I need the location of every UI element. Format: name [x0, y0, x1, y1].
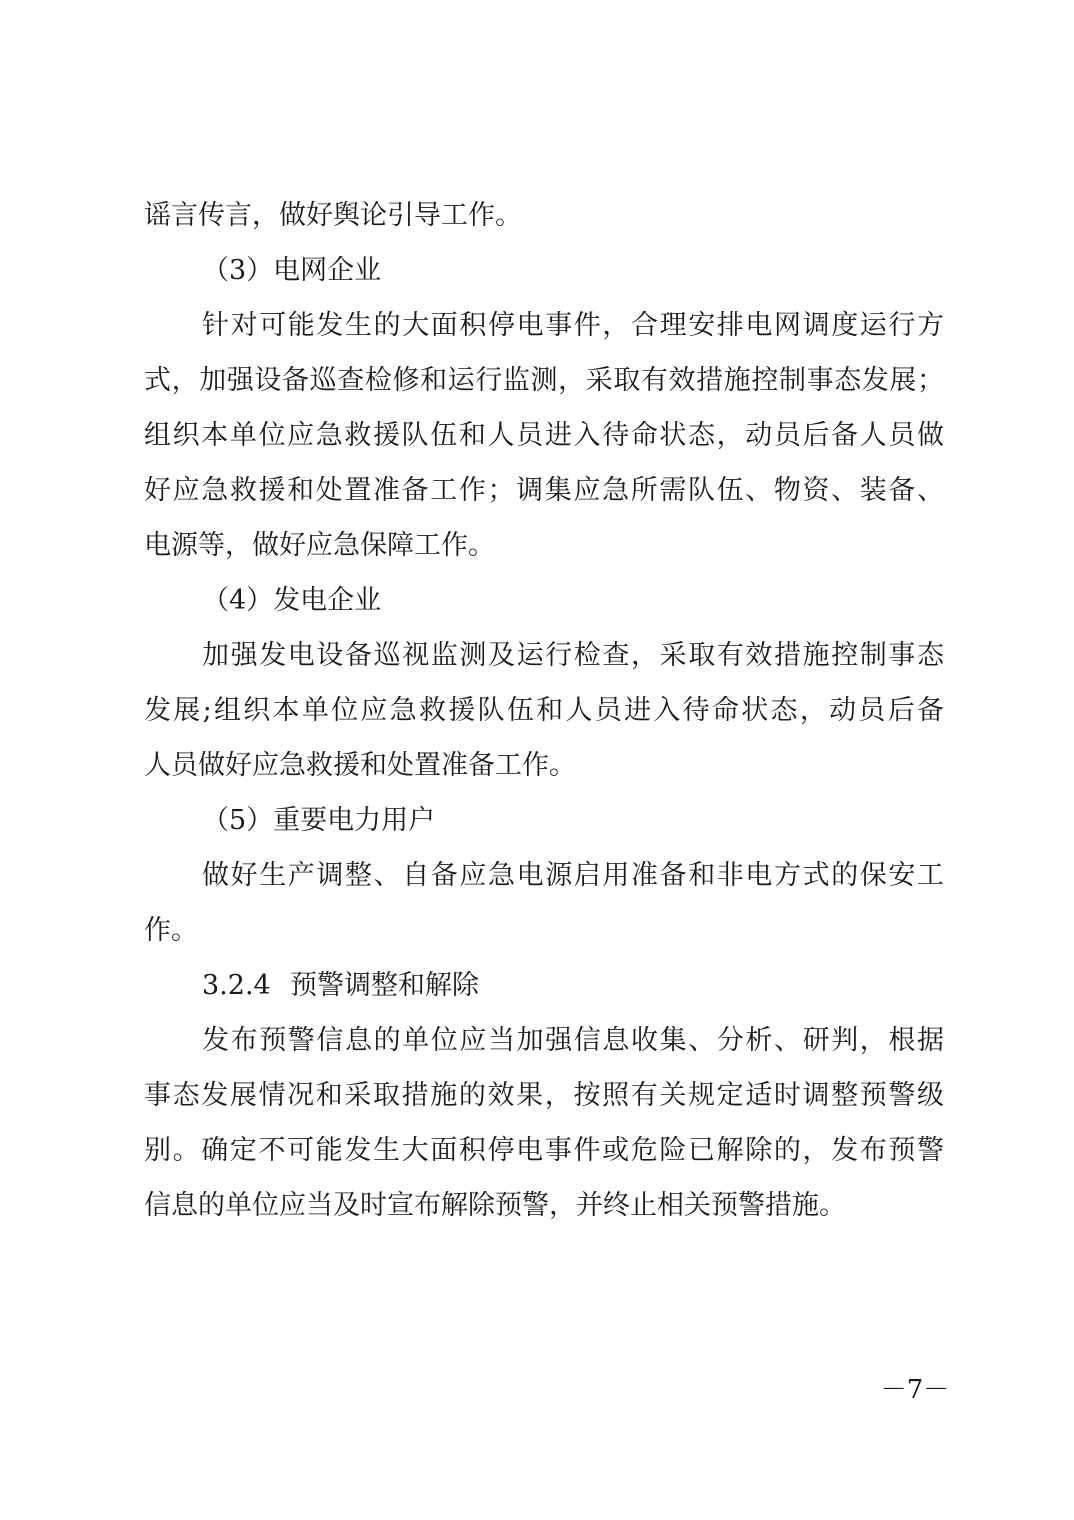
paragraph-line [144, 1013, 944, 1068]
line-text: 好应急救援和处置准备工作；调集应急所需队伍、物资、装备、 [144, 475, 944, 506]
paragraph-line [144, 463, 944, 518]
line-text: 人员做好应急救援和处置准备工作。 [144, 750, 576, 781]
line-text: 作。 [144, 915, 198, 946]
line-text: （4）发电企业 [202, 585, 382, 616]
paragraph-line [144, 298, 944, 353]
paragraph-line [144, 518, 944, 573]
paragraph-line [144, 408, 944, 463]
line-text: 发布预警信息的单位应当加强信息收集、分析、研判，根据 [202, 1025, 944, 1056]
subsection-heading-key-users [144, 793, 944, 848]
line-text: 组织本单位应急救援队伍和人员进入待命状态，动员后备人员做 [144, 420, 944, 451]
line-text: 事态发展情况和采取措施的效果，按照有关规定适时调整预警级 [144, 1080, 944, 1111]
line-text: 信息的单位应当及时宣布解除预警，并终止相关预警措施。 [144, 1190, 846, 1221]
line-text: 别。确定不可能发生大面积停电事件或危险已解除的，发布预警 [144, 1135, 944, 1166]
paragraph-line [144, 628, 944, 683]
paragraph-line [144, 738, 944, 793]
section-number: 3.2.4 [202, 970, 271, 1001]
line-text: （5）重要电力用户 [202, 805, 436, 836]
line-text: 电源等，做好应急保障工作。 [144, 530, 495, 561]
subsection-heading-power-generation [144, 573, 944, 628]
paragraph-line [144, 1123, 944, 1178]
section-title: 预警调整和解除 [290, 970, 479, 1001]
page-number: －7－ [880, 1375, 950, 1405]
line-text: 式，加强设备巡查检修和运行监测，采取有效措施控制事态发展； [144, 365, 944, 396]
section-heading [144, 958, 944, 1013]
line-text: （3）电网企业 [202, 255, 382, 286]
paragraph-line [144, 683, 944, 738]
line-text: 谣言传言，做好舆论引导工作。 [144, 200, 522, 231]
paragraph-line [144, 1068, 944, 1123]
paragraph-line [144, 903, 944, 958]
subsection-heading-power-grid [144, 243, 944, 298]
line-text: 做好生产调整、自备应急电源启用准备和非电方式的保安工 [202, 860, 944, 891]
line-text: 针对可能发生的大面积停电事件，合理安排电网调度运行方 [202, 310, 944, 341]
paragraph-line [144, 848, 944, 903]
line-text: 发展;组织本单位应急救援队伍和人员进入待命状态，动员后备 [144, 695, 944, 726]
paragraph-line [144, 353, 944, 408]
paragraph-line [144, 188, 944, 243]
line-text: 加强发电设备巡视监测及运行检查，采取有效措施控制事态 [202, 640, 944, 671]
paragraph-line [144, 1178, 944, 1233]
document-body [144, 188, 944, 1233]
